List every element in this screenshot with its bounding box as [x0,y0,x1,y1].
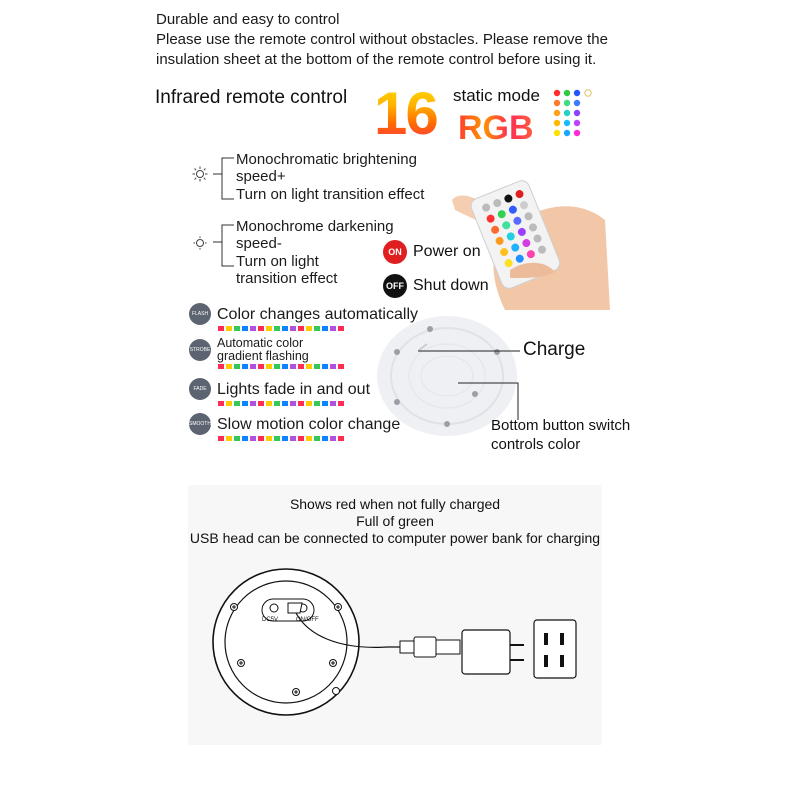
intro-line-1: Durable and easy to control [156,11,340,28]
smooth-badge: SMOOTH [189,413,211,435]
remote-title: Infrared remote control [155,87,348,108]
brighten-line-1: Monochromatic brightening [236,151,417,168]
flash-label: Color changes automatically [217,305,418,323]
darken-line-3: Turn on light [236,253,319,270]
brighten-line-3: Turn on light transition effect [236,186,425,203]
power-on-label: Power on [413,243,481,260]
smooth-label: Slow motion color change [217,415,401,433]
bottom-switch-line-2: controls color [491,436,581,453]
brighten-text [236,151,424,203]
power-off-label: Shut down [413,277,489,294]
darken-line-2: speed- [236,235,282,252]
remote-in-hand-image [450,160,610,310]
onoff-switch-label: ON/OFF [296,617,319,623]
bottom-switch-line-1: Bottom button switch [491,417,631,434]
brightness-up-icon [192,166,208,182]
intro-line-3: insulation sheet at the bottom of the remote control before using it. [156,51,597,68]
brighten-bracket [210,155,236,203]
intro-line-2: Please use the remote control without obstacles. Please remove the [156,31,608,48]
strobe-color-strip [218,364,346,369]
charging-panel [188,485,602,745]
charging-line-2: Full of green [356,513,434,529]
fade-badge: FADE [189,378,211,400]
brighten-line-2: speed+ [236,168,286,185]
darken-line-4: transition effect [236,270,338,287]
rgb-label: RGB [458,109,534,147]
darken-line-1: Monochrome darkening [236,218,394,235]
fade-color-strip [218,401,346,406]
charging-line-3: USB head can be connected to computer power bank for charging [189,530,601,546]
charging-line-1: Shows red when not fully charged [289,496,501,512]
intro-text [156,10,608,70]
power-on-badge: ON [383,240,407,264]
strobe-label: Automatic color gradient flashing [217,336,309,363]
mode-smooth [189,413,400,441]
strobe-badge: STROBE [189,339,211,361]
darken-bracket [210,222,236,270]
mode-fade [189,378,370,406]
charge-label: Charge [523,339,586,360]
fade-label: Lights fade in and out [217,380,371,398]
flash-badge: FLASH [189,303,211,325]
charging-diagram [188,485,602,745]
mode-strobe [189,337,347,369]
darken-text [236,218,394,287]
color-dots-icon [552,88,594,144]
brightness-down-icon [192,235,208,251]
smooth-color-strip [218,436,346,441]
mode-count: 16 [374,80,437,147]
power-off-badge: OFF [383,274,407,298]
static-mode-label: static mode [453,86,540,105]
bottom-switch-text [491,416,630,454]
flash-color-strip [218,326,346,331]
dc-port-label: DC5V [262,617,279,623]
